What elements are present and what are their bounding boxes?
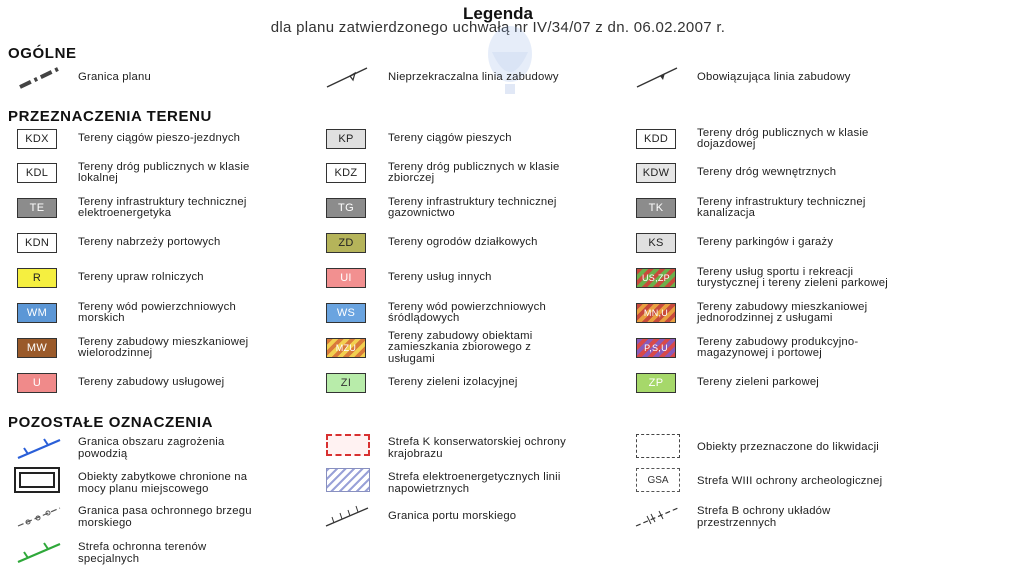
swatch-kp [326, 129, 366, 149]
swatch-p-s-u [636, 338, 676, 358]
legend-label: Tereny zieleni parkowej [697, 376, 820, 389]
swatch-wm [17, 303, 57, 323]
legend-label: Strefa ochronna terenów specjalnych [78, 541, 207, 565]
legend-label: Tereny ogrodów działkowych [388, 236, 538, 249]
zone-code: MN,U [643, 308, 669, 318]
swatch-u [17, 373, 57, 393]
legend-label: Tereny nabrzeży portowych [78, 236, 221, 249]
legend-label: Tereny dróg publicznych w klasie lokalnej [78, 160, 250, 184]
zone-code: GSA [647, 474, 669, 486]
swatch-kdz [326, 163, 366, 183]
swatch-ks [636, 233, 676, 253]
legend-label: Tereny wód powierzchniowych morskich [78, 300, 236, 324]
legend-label: Obiekty przeznaczone do likwidacji [697, 441, 879, 453]
swatch-mn-u [636, 303, 676, 323]
legend-label: Tereny wód powierzchniowych śródlądowych [388, 300, 546, 324]
section-heading-general: OGÓLNE [8, 45, 77, 62]
dashed-boundary-line-icon [15, 63, 65, 93]
legend-label: Strefa K konserwatorskiej ochrony krajobrazu [388, 436, 567, 460]
liquidation-object-icon [636, 434, 680, 458]
legend-label: Tereny zabudowy mieszkaniowej wielorodzinnej [78, 335, 249, 359]
zone-code: R [32, 272, 42, 284]
legend-label: Obiekty zabytkowe chronione na mocy planu miejscowego [78, 471, 248, 495]
legend-title: Legenda [463, 4, 533, 23]
legend-label: Tereny ciągów pieszych [388, 132, 512, 145]
swatch-mw [17, 338, 57, 358]
swatch-kdd [636, 129, 676, 149]
legend-label: Strefa WIII ochrony archeologicznej [697, 475, 883, 487]
special-area-zone-icon [14, 538, 64, 568]
zone-code: KS [648, 237, 664, 249]
coastal-strip-boundary-icon [14, 502, 64, 532]
zone-code: KDD [643, 133, 669, 145]
swatch-te [17, 198, 57, 218]
legend-label: Granica obszaru zagrożenia powodzią [78, 436, 225, 460]
legend-label: Tereny usług sportu i rekreacji turystycznej i tereny zieleni parkowej [697, 265, 888, 289]
zone-code: MZU [335, 343, 357, 353]
zone-code: KDL [25, 167, 49, 179]
zone-code: ZI [340, 377, 352, 389]
zone-code: WS [336, 307, 356, 319]
legend-label: Tereny zabudowy mieszkaniowej jednorodzinnej z usługami [697, 300, 868, 324]
legend-label: Granica planu [78, 71, 151, 83]
zone-code: WM [26, 307, 48, 319]
swatch-zd [326, 233, 366, 253]
swatch-kdn [17, 233, 57, 253]
archaeological-zone-icon [636, 468, 680, 492]
legend-label: Tereny zabudowy usługowej [78, 376, 225, 389]
legend-label: Nieprzekraczalna linia zabudowy [388, 71, 559, 83]
swatch-mzu [326, 338, 366, 358]
zone-code: ZD [338, 237, 354, 249]
flood-zone-boundary-icon [14, 434, 64, 464]
zone-code: TE [29, 202, 45, 214]
zone-code: KDN [24, 237, 50, 249]
zone-code: ZP [648, 377, 664, 389]
protected-monument-icon [14, 467, 60, 493]
legend-label: Tereny dróg wewnętrznych [697, 166, 837, 179]
swatch-zp [636, 373, 676, 393]
section-heading-other: POZOSTAŁE OZNACZENIA [8, 414, 214, 431]
zone-code: U [32, 377, 42, 389]
legend-label: Granica pasa ochronnego brzegu morskiego [78, 505, 252, 529]
swatch-zi [326, 373, 366, 393]
zone-code: UI [340, 272, 352, 284]
legend-label: Tereny zabudowy produkcyjno- magazynowej i portowej [697, 335, 859, 359]
swatch-kdw [636, 163, 676, 183]
legend-label: Tereny usług innych [388, 271, 492, 284]
legend-label: Tereny zieleni izolacyjnej [388, 376, 518, 389]
legend-label: Obowiązująca linia zabudowy [697, 71, 851, 83]
legend-label: Tereny infrastruktury technicznej elektroenergetyka [78, 195, 247, 219]
zone-code: TK [648, 202, 664, 214]
legend-label: Tereny infrastruktury technicznej gazownictwo [388, 195, 557, 219]
legend-label: Tereny parkingów i garaży [697, 236, 834, 249]
zone-code: KDX [25, 133, 49, 145]
section-heading-land-use: PRZEZNACZENIA TERENU [8, 108, 212, 125]
legend-label: Strefa B ochrony układów przestrzennych [697, 505, 831, 529]
legend-label: Tereny dróg publicznych w klasie zbiorczej [388, 160, 560, 184]
legend-label: Strefa elektroenergetycznych linii napowietrznych [388, 471, 561, 495]
legend-label: Tereny upraw rolniczych [78, 271, 204, 284]
swatch-tg [326, 198, 366, 218]
swatch-kdl [17, 163, 57, 183]
zone-code: TG [338, 202, 354, 214]
sea-port-boundary-icon [322, 502, 372, 532]
zone-code: KP [338, 133, 354, 145]
swatch-ui [326, 268, 366, 288]
landscape-protection-zone-icon [326, 434, 370, 456]
swatch-ws [326, 303, 366, 323]
zone-code: P,S,U [644, 343, 668, 353]
swatch-tk [636, 198, 676, 218]
legend-label: Tereny infrastruktury technicznej kanalizacja [697, 195, 866, 219]
zone-code: KDW [642, 167, 670, 179]
spatial-layout-zone-icon [632, 502, 682, 532]
legend-label: Granica portu morskiego [388, 510, 517, 522]
swatch-r [17, 268, 57, 288]
power-line-zone-icon [326, 468, 370, 492]
swatch-kdx [17, 129, 57, 149]
legend-label: Tereny dróg publicznych w klasie dojazdowej [697, 126, 869, 150]
zone-code: KDZ [334, 167, 358, 179]
legend-label: Tereny zabudowy obiektami zamieszkania zbiorowego z usługami [388, 329, 533, 365]
legend-subtitle: dla planu zatwierdzonego uchwałą nr IV/34/07 z dn. 06.02.2007 r. [270, 19, 726, 36]
zone-code: US,ZP [641, 273, 670, 283]
mandatory-building-line-icon [632, 63, 682, 93]
building-limit-line-icon [322, 63, 372, 93]
legend-label: Tereny ciągów pieszo-jezdnych [78, 132, 241, 145]
swatch-us-zp [636, 268, 676, 288]
zone-code: MW [26, 342, 48, 354]
